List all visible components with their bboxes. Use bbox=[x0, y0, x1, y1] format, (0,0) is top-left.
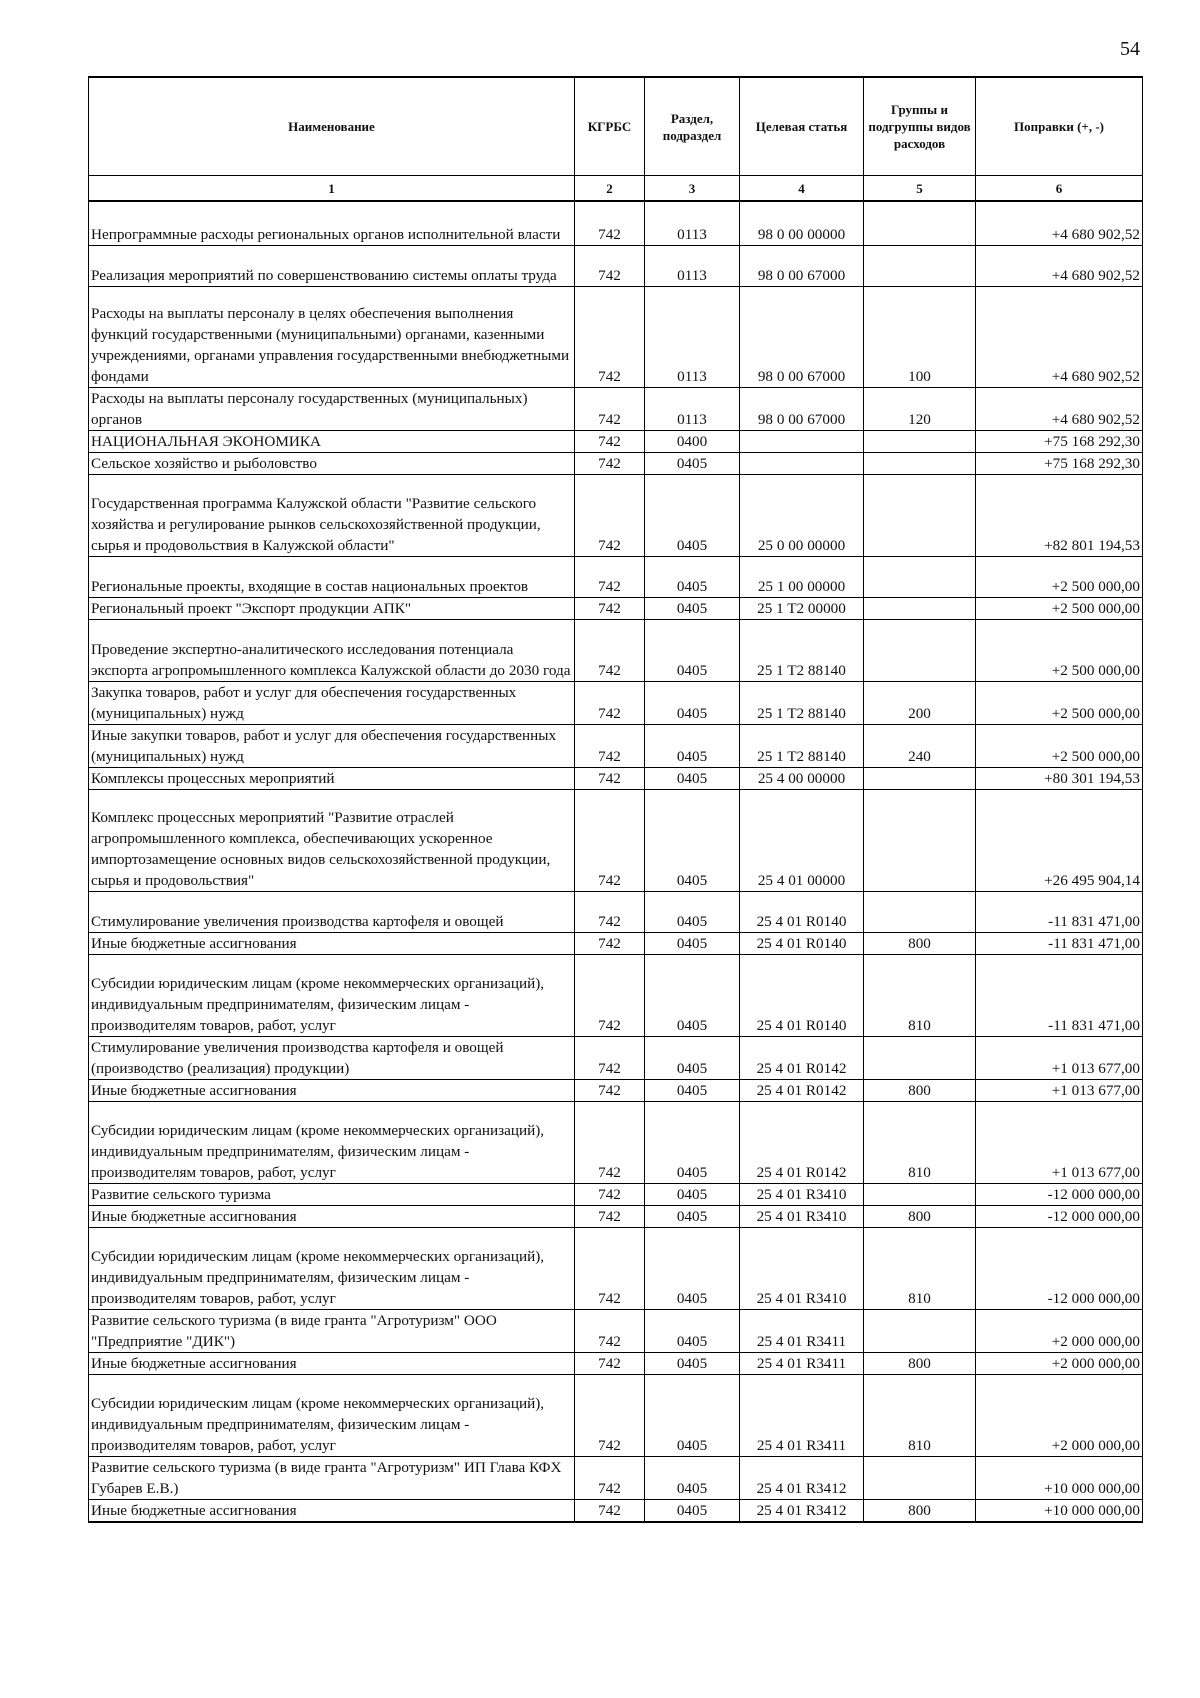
table-row bbox=[89, 557, 1143, 598]
row-name: Развитие сельского туризма bbox=[89, 1184, 575, 1206]
row-expense-group bbox=[864, 201, 976, 246]
row-name: Субсидии юридическим лицам (кроме некоммерческих организаций), индивидуальным предпринимателям, физическим лицам - производителям товаров, работ, услуг bbox=[89, 1375, 575, 1457]
page-number: 54 bbox=[1120, 38, 1140, 60]
row-amendment: +2 000 000,00 bbox=[976, 1353, 1143, 1375]
row-expense-group: 810 bbox=[864, 1375, 976, 1457]
row-kgrbs: 742 bbox=[575, 287, 645, 388]
row-target-article: 98 0 00 00000 bbox=[740, 201, 864, 246]
row-kgrbs: 742 bbox=[575, 620, 645, 682]
row-amendment: +2 500 000,00 bbox=[976, 620, 1143, 682]
row-kgrbs: 742 bbox=[575, 1353, 645, 1375]
row-name: Государственная программа Калужской области "Развитие сельского хозяйства и регулирование рынков сельскохозяйственной продукции, сырья и продовольствия в Калужской области" bbox=[89, 475, 575, 557]
row-expense-group bbox=[864, 453, 976, 475]
row-target-article: 25 1 T2 88140 bbox=[740, 725, 864, 768]
row-amendment: +82 801 194,53 bbox=[976, 475, 1143, 557]
table-row bbox=[89, 892, 1143, 933]
row-kgrbs: 742 bbox=[575, 246, 645, 287]
row-name: Субсидии юридическим лицам (кроме некоммерческих организаций), индивидуальным предпринимателям, физическим лицам - производителям товаров, работ, услуг bbox=[89, 955, 575, 1037]
row-kgrbs: 742 bbox=[575, 682, 645, 725]
row-amendment: +2 500 000,00 bbox=[976, 682, 1143, 725]
row-expense-group: 100 bbox=[864, 287, 976, 388]
row-amendment: +26 495 904,14 bbox=[976, 790, 1143, 892]
row-amendment: +1 013 677,00 bbox=[976, 1080, 1143, 1102]
table-row bbox=[89, 1375, 1143, 1457]
row-amendment: +75 168 292,30 bbox=[976, 453, 1143, 475]
row-target-article: 25 4 01 R0140 bbox=[740, 955, 864, 1037]
row-target-article: 98 0 00 67000 bbox=[740, 246, 864, 287]
table-row bbox=[89, 1353, 1143, 1375]
table-row bbox=[89, 475, 1143, 557]
row-kgrbs: 742 bbox=[575, 1228, 645, 1310]
table-row bbox=[89, 388, 1143, 431]
table-row bbox=[89, 201, 1143, 246]
column-number: 2 bbox=[575, 176, 645, 202]
row-expense-group bbox=[864, 246, 976, 287]
row-kgrbs: 742 bbox=[575, 557, 645, 598]
row-name: Непрограммные расходы региональных органов исполнительной власти bbox=[89, 201, 575, 246]
row-section: 0113 bbox=[645, 287, 740, 388]
row-section: 0405 bbox=[645, 598, 740, 620]
row-amendment: -12 000 000,00 bbox=[976, 1206, 1143, 1228]
table-row bbox=[89, 453, 1143, 475]
table-row bbox=[89, 620, 1143, 682]
header-name: Наименование bbox=[89, 77, 575, 176]
row-expense-group: 240 bbox=[864, 725, 976, 768]
row-kgrbs: 742 bbox=[575, 1184, 645, 1206]
row-target-article: 25 4 01 00000 bbox=[740, 790, 864, 892]
row-section: 0405 bbox=[645, 557, 740, 598]
row-name: Стимулирование увеличения производства картофеля и овощей (производство (реализация) продукции) bbox=[89, 1037, 575, 1080]
row-name: Региональные проекты, входящие в состав национальных проектов bbox=[89, 557, 575, 598]
column-number: 1 bbox=[89, 176, 575, 202]
row-expense-group: 800 bbox=[864, 933, 976, 955]
row-kgrbs: 742 bbox=[575, 1037, 645, 1080]
column-number-row bbox=[89, 176, 1143, 202]
row-target-article: 25 4 01 R0142 bbox=[740, 1037, 864, 1080]
row-section: 0113 bbox=[645, 201, 740, 246]
row-name: Иные бюджетные ассигнования bbox=[89, 933, 575, 955]
row-expense-group: 800 bbox=[864, 1080, 976, 1102]
header-target-article: Целевая статья bbox=[740, 77, 864, 176]
row-section: 0400 bbox=[645, 431, 740, 453]
row-section: 0405 bbox=[645, 1310, 740, 1353]
table-row bbox=[89, 1500, 1143, 1523]
row-target-article: 25 4 01 R3411 bbox=[740, 1353, 864, 1375]
row-section: 0405 bbox=[645, 1080, 740, 1102]
row-target-article: 25 4 01 R3411 bbox=[740, 1375, 864, 1457]
row-expense-group bbox=[864, 431, 976, 453]
row-expense-group bbox=[864, 620, 976, 682]
row-amendment: +80 301 194,53 bbox=[976, 768, 1143, 790]
row-kgrbs: 742 bbox=[575, 892, 645, 933]
row-target-article: 25 4 01 R0140 bbox=[740, 892, 864, 933]
table-row bbox=[89, 1080, 1143, 1102]
table-row bbox=[89, 682, 1143, 725]
budget-table bbox=[88, 76, 1143, 1523]
row-section: 0405 bbox=[645, 1353, 740, 1375]
row-kgrbs: 742 bbox=[575, 1206, 645, 1228]
row-name: Субсидии юридическим лицам (кроме некоммерческих организаций), индивидуальным предпринимателям, физическим лицам - производителям товаров, работ, услуг bbox=[89, 1102, 575, 1184]
header-kgrbs: КГРБС bbox=[575, 77, 645, 176]
row-kgrbs: 742 bbox=[575, 955, 645, 1037]
row-kgrbs: 742 bbox=[575, 1102, 645, 1184]
row-target-article: 25 4 01 R3411 bbox=[740, 1310, 864, 1353]
row-amendment: +4 680 902,52 bbox=[976, 388, 1143, 431]
row-expense-group: 810 bbox=[864, 1102, 976, 1184]
row-target-article: 25 4 01 R3410 bbox=[740, 1206, 864, 1228]
row-kgrbs: 742 bbox=[575, 431, 645, 453]
row-amendment: +10 000 000,00 bbox=[976, 1457, 1143, 1500]
row-target-article: 25 4 01 R3412 bbox=[740, 1500, 864, 1523]
row-kgrbs: 742 bbox=[575, 201, 645, 246]
table-row bbox=[89, 1037, 1143, 1080]
row-section: 0405 bbox=[645, 682, 740, 725]
row-amendment: +10 000 000,00 bbox=[976, 1500, 1143, 1523]
row-expense-group: 120 bbox=[864, 388, 976, 431]
row-target-article: 25 4 01 R0142 bbox=[740, 1102, 864, 1184]
table-row bbox=[89, 1102, 1143, 1184]
row-amendment: +2 500 000,00 bbox=[976, 725, 1143, 768]
header-row bbox=[89, 77, 1143, 176]
table-row bbox=[89, 1228, 1143, 1310]
row-amendment: -11 831 471,00 bbox=[976, 892, 1143, 933]
header-amendments: Поправки (+, -) bbox=[976, 77, 1143, 176]
row-expense-group bbox=[864, 892, 976, 933]
row-kgrbs: 742 bbox=[575, 725, 645, 768]
row-kgrbs: 742 bbox=[575, 1080, 645, 1102]
row-section: 0405 bbox=[645, 1457, 740, 1500]
row-target-article: 25 4 01 R0140 bbox=[740, 933, 864, 955]
row-amendment: +4 680 902,52 bbox=[976, 287, 1143, 388]
row-section: 0405 bbox=[645, 725, 740, 768]
row-expense-group: 800 bbox=[864, 1353, 976, 1375]
table-row bbox=[89, 1310, 1143, 1353]
table-row bbox=[89, 933, 1143, 955]
row-expense-group bbox=[864, 1184, 976, 1206]
row-name: Иные бюджетные ассигнования bbox=[89, 1206, 575, 1228]
row-expense-group bbox=[864, 1310, 976, 1353]
table-row bbox=[89, 955, 1143, 1037]
row-expense-group bbox=[864, 768, 976, 790]
table-row bbox=[89, 1184, 1143, 1206]
row-kgrbs: 742 bbox=[575, 598, 645, 620]
row-target-article: 25 1 00 00000 bbox=[740, 557, 864, 598]
row-section: 0405 bbox=[645, 933, 740, 955]
table-row bbox=[89, 790, 1143, 892]
header-razdel: Раздел, подраздел bbox=[645, 77, 740, 176]
row-kgrbs: 742 bbox=[575, 790, 645, 892]
row-expense-group: 200 bbox=[864, 682, 976, 725]
row-amendment: +2 500 000,00 bbox=[976, 557, 1143, 598]
row-kgrbs: 742 bbox=[575, 933, 645, 955]
row-section: 0113 bbox=[645, 388, 740, 431]
table-row bbox=[89, 246, 1143, 287]
row-amendment: +75 168 292,30 bbox=[976, 431, 1143, 453]
row-name: Иные бюджетные ассигнования bbox=[89, 1080, 575, 1102]
row-target-article: 25 4 01 R0142 bbox=[740, 1080, 864, 1102]
row-expense-group: 810 bbox=[864, 955, 976, 1037]
table-row bbox=[89, 287, 1143, 388]
row-name: Стимулирование увеличения производства картофеля и овощей bbox=[89, 892, 575, 933]
table-row bbox=[89, 768, 1143, 790]
row-name: Развитие сельского туризма (в виде гранта "Агротуризм" ИП Глава КФХ Губарев Е.В.) bbox=[89, 1457, 575, 1500]
row-name: Иные бюджетные ассигнования bbox=[89, 1500, 575, 1523]
header-expense-groups: Группы и подгруппы видов расходов bbox=[864, 77, 976, 176]
row-section: 0405 bbox=[645, 1184, 740, 1206]
row-amendment: +2 000 000,00 bbox=[976, 1375, 1143, 1457]
row-kgrbs: 742 bbox=[575, 475, 645, 557]
row-name: Иные бюджетные ассигнования bbox=[89, 1353, 575, 1375]
row-name: Расходы на выплаты персоналу государственных (муниципальных) органов bbox=[89, 388, 575, 431]
row-name: Региональный проект "Экспорт продукции АПК" bbox=[89, 598, 575, 620]
row-section: 0405 bbox=[645, 620, 740, 682]
row-amendment: +2 500 000,00 bbox=[976, 598, 1143, 620]
row-section: 0405 bbox=[645, 1037, 740, 1080]
row-target-article: 25 1 T2 00000 bbox=[740, 598, 864, 620]
row-amendment: -12 000 000,00 bbox=[976, 1184, 1143, 1206]
row-target-article bbox=[740, 453, 864, 475]
table-row bbox=[89, 1457, 1143, 1500]
row-target-article: 25 4 01 R3410 bbox=[740, 1228, 864, 1310]
column-number: 4 bbox=[740, 176, 864, 202]
row-name: Закупка товаров, работ и услуг для обеспечения государственных (муниципальных) нужд bbox=[89, 682, 575, 725]
row-expense-group bbox=[864, 598, 976, 620]
row-amendment: -11 831 471,00 bbox=[976, 933, 1143, 955]
row-expense-group bbox=[864, 1457, 976, 1500]
row-section: 0405 bbox=[645, 768, 740, 790]
row-amendment: +4 680 902,52 bbox=[976, 201, 1143, 246]
row-name: Иные закупки товаров, работ и услуг для обеспечения государственных (муниципальных) нужд bbox=[89, 725, 575, 768]
row-section: 0405 bbox=[645, 1228, 740, 1310]
row-amendment: -12 000 000,00 bbox=[976, 1228, 1143, 1310]
row-name: НАЦИОНАЛЬНАЯ ЭКОНОМИКА bbox=[89, 431, 575, 453]
row-target-article: 98 0 00 67000 bbox=[740, 287, 864, 388]
row-name: Развитие сельского туризма (в виде гранта "Агротуризм" ООО "Предприятие "ДИК") bbox=[89, 1310, 575, 1353]
table-row bbox=[89, 598, 1143, 620]
row-target-article: 25 1 T2 88140 bbox=[740, 682, 864, 725]
row-kgrbs: 742 bbox=[575, 1500, 645, 1523]
column-number: 3 bbox=[645, 176, 740, 202]
row-name: Субсидии юридическим лицам (кроме некоммерческих организаций), индивидуальным предпринимателям, физическим лицам - производителям товаров, работ, услуг bbox=[89, 1228, 575, 1310]
row-name: Комплекс процессных мероприятий "Развитие отраслей агропромышленного комплекса, обеспечивающих ускоренное импортозамещение основных видов сельскохозяйственной продукции, сырья и продовольствия" bbox=[89, 790, 575, 892]
row-section: 0405 bbox=[645, 1375, 740, 1457]
row-amendment: +4 680 902,52 bbox=[976, 246, 1143, 287]
row-target-article: 25 4 00 00000 bbox=[740, 768, 864, 790]
row-name: Реализация мероприятий по совершенствованию системы оплаты труда bbox=[89, 246, 575, 287]
row-section: 0405 bbox=[645, 453, 740, 475]
row-kgrbs: 742 bbox=[575, 768, 645, 790]
row-section: 0405 bbox=[645, 1500, 740, 1523]
row-name: Сельское хозяйство и рыболовство bbox=[89, 453, 575, 475]
column-number: 6 bbox=[976, 176, 1143, 202]
row-section: 0405 bbox=[645, 790, 740, 892]
row-amendment: +1 013 677,00 bbox=[976, 1102, 1143, 1184]
row-target-article: 25 0 00 00000 bbox=[740, 475, 864, 557]
row-expense-group bbox=[864, 790, 976, 892]
row-name: Проведение экспертно-аналитического исследования потенциала экспорта агропромышленного комплекса Калужской области до 2030 года bbox=[89, 620, 575, 682]
row-target-article: 25 4 01 R3412 bbox=[740, 1457, 864, 1500]
row-section: 0405 bbox=[645, 1206, 740, 1228]
table-row bbox=[89, 1206, 1143, 1228]
row-target-article: 25 4 01 R3410 bbox=[740, 1184, 864, 1206]
row-expense-group: 800 bbox=[864, 1206, 976, 1228]
row-section: 0405 bbox=[645, 475, 740, 557]
table-row bbox=[89, 725, 1143, 768]
row-section: 0405 bbox=[645, 1102, 740, 1184]
row-amendment: +1 013 677,00 bbox=[976, 1037, 1143, 1080]
row-expense-group bbox=[864, 557, 976, 598]
row-kgrbs: 742 bbox=[575, 1375, 645, 1457]
row-target-article: 25 1 T2 88140 bbox=[740, 620, 864, 682]
row-kgrbs: 742 bbox=[575, 1457, 645, 1500]
row-section: 0405 bbox=[645, 955, 740, 1037]
row-amendment: +2 000 000,00 bbox=[976, 1310, 1143, 1353]
table-row bbox=[89, 431, 1143, 453]
row-expense-group: 800 bbox=[864, 1500, 976, 1523]
table-body bbox=[89, 201, 1143, 1522]
row-amendment: -11 831 471,00 bbox=[976, 955, 1143, 1037]
column-number: 5 bbox=[864, 176, 976, 202]
row-target-article bbox=[740, 431, 864, 453]
row-name: Расходы на выплаты персоналу в целях обеспечения выполнения функций государственными (муниципальными) органами, казенными учреждениями, органами управления государственными внебюджетными фондами bbox=[89, 287, 575, 388]
row-section: 0113 bbox=[645, 246, 740, 287]
row-kgrbs: 742 bbox=[575, 453, 645, 475]
row-expense-group bbox=[864, 475, 976, 557]
row-target-article: 98 0 00 67000 bbox=[740, 388, 864, 431]
row-name: Комплексы процессных мероприятий bbox=[89, 768, 575, 790]
row-expense-group: 810 bbox=[864, 1228, 976, 1310]
row-kgrbs: 742 bbox=[575, 1310, 645, 1353]
row-section: 0405 bbox=[645, 892, 740, 933]
row-kgrbs: 742 bbox=[575, 388, 645, 431]
row-expense-group bbox=[864, 1037, 976, 1080]
